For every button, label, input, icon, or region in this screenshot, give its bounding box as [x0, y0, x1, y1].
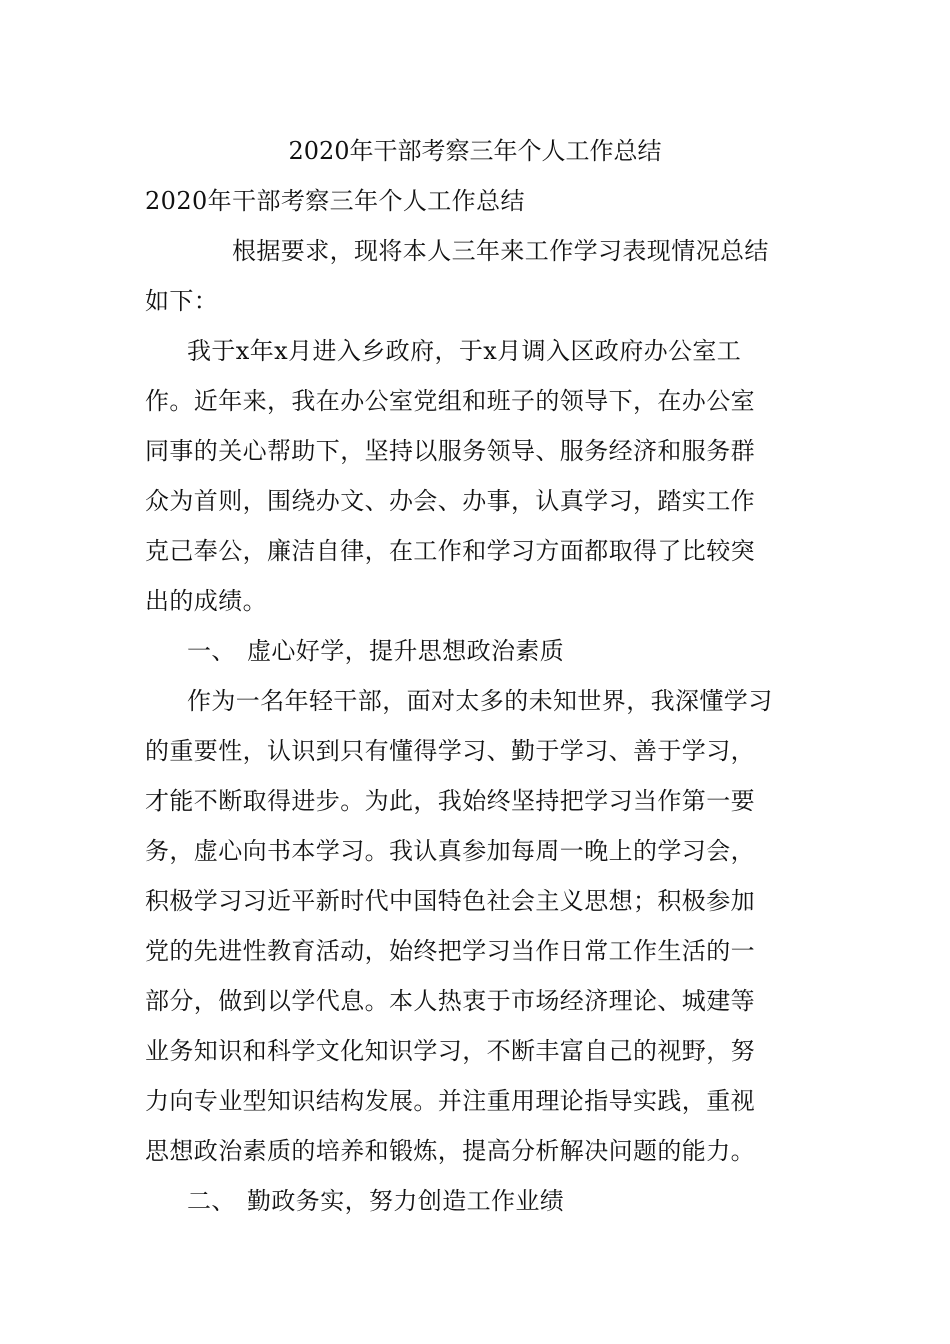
- paragraph-line: 同事的关心帮助下，坚持以服务领导、服务经济和服务群: [145, 437, 755, 465]
- paragraph-line: 部分，做到以学代息。本人热衷于市场经济理论、城建等: [145, 987, 755, 1015]
- paragraph-line: 众为首则，围绕办文、办会、办事，认真学习，踏实工作: [145, 487, 755, 515]
- paragraph-line: 业务知识和科学文化知识学习，不断丰富自己的视野，努: [145, 1037, 755, 1065]
- paragraph-line: 出的成绩。: [145, 587, 267, 615]
- paragraph-line: 作为一名年轻干部，面对太多的未知世界，我深懂学习: [187, 687, 773, 715]
- section-heading-text: 勤政务实，努力创造工作业绩: [247, 1187, 565, 1215]
- section-number: 二、: [187, 1187, 236, 1215]
- paragraph-line: 思想政治素质的培养和锻炼，提高分析解决问题的能力。: [145, 1137, 755, 1165]
- section-heading-text: 虚心好学，提升思想政治素质: [247, 637, 565, 665]
- document-title: 2020年干部考察三年个人工作总结: [288, 137, 662, 165]
- paragraph-line: 克己奉公，廉洁自律，在工作和学习方面都取得了比较突: [145, 537, 755, 565]
- section-number: 一、: [187, 637, 236, 665]
- paragraph-line: 才能不断取得进步。为此，我始终坚持把学习当作第一要: [145, 787, 755, 815]
- paragraph-line: 务，虚心向书本学习。我认真参加每周一晚上的学习会，: [145, 837, 755, 865]
- paragraph-line: 我于x年x月进入乡政府，于x月调入区政府办公室工: [187, 337, 742, 365]
- section-heading: [187, 633, 564, 669]
- paragraph-line: 党的先进性教育活动，始终把学习当作日常工作生活的一: [145, 937, 755, 965]
- paragraph-line: 积极学习习近平新时代中国特色社会主义思想；积极参加: [145, 887, 755, 915]
- document-subtitle: 2020年干部考察三年个人工作总结: [145, 187, 525, 215]
- paragraph-line: 的重要性，认识到只有懂得学习、勤于学习、善于学习，: [145, 737, 755, 765]
- paragraph-line: 根据要求，现将本人三年来工作学习表现情况总结: [232, 237, 769, 265]
- paragraph-line: 如下：: [145, 287, 219, 315]
- section-heading: [187, 1183, 564, 1219]
- paragraph-line: 作。近年来，我在办公室党组和班子的领导下，在办公室: [145, 387, 755, 415]
- paragraph-line: 力向专业型知识结构发展。并注重用理论指导实践，重视: [145, 1087, 755, 1115]
